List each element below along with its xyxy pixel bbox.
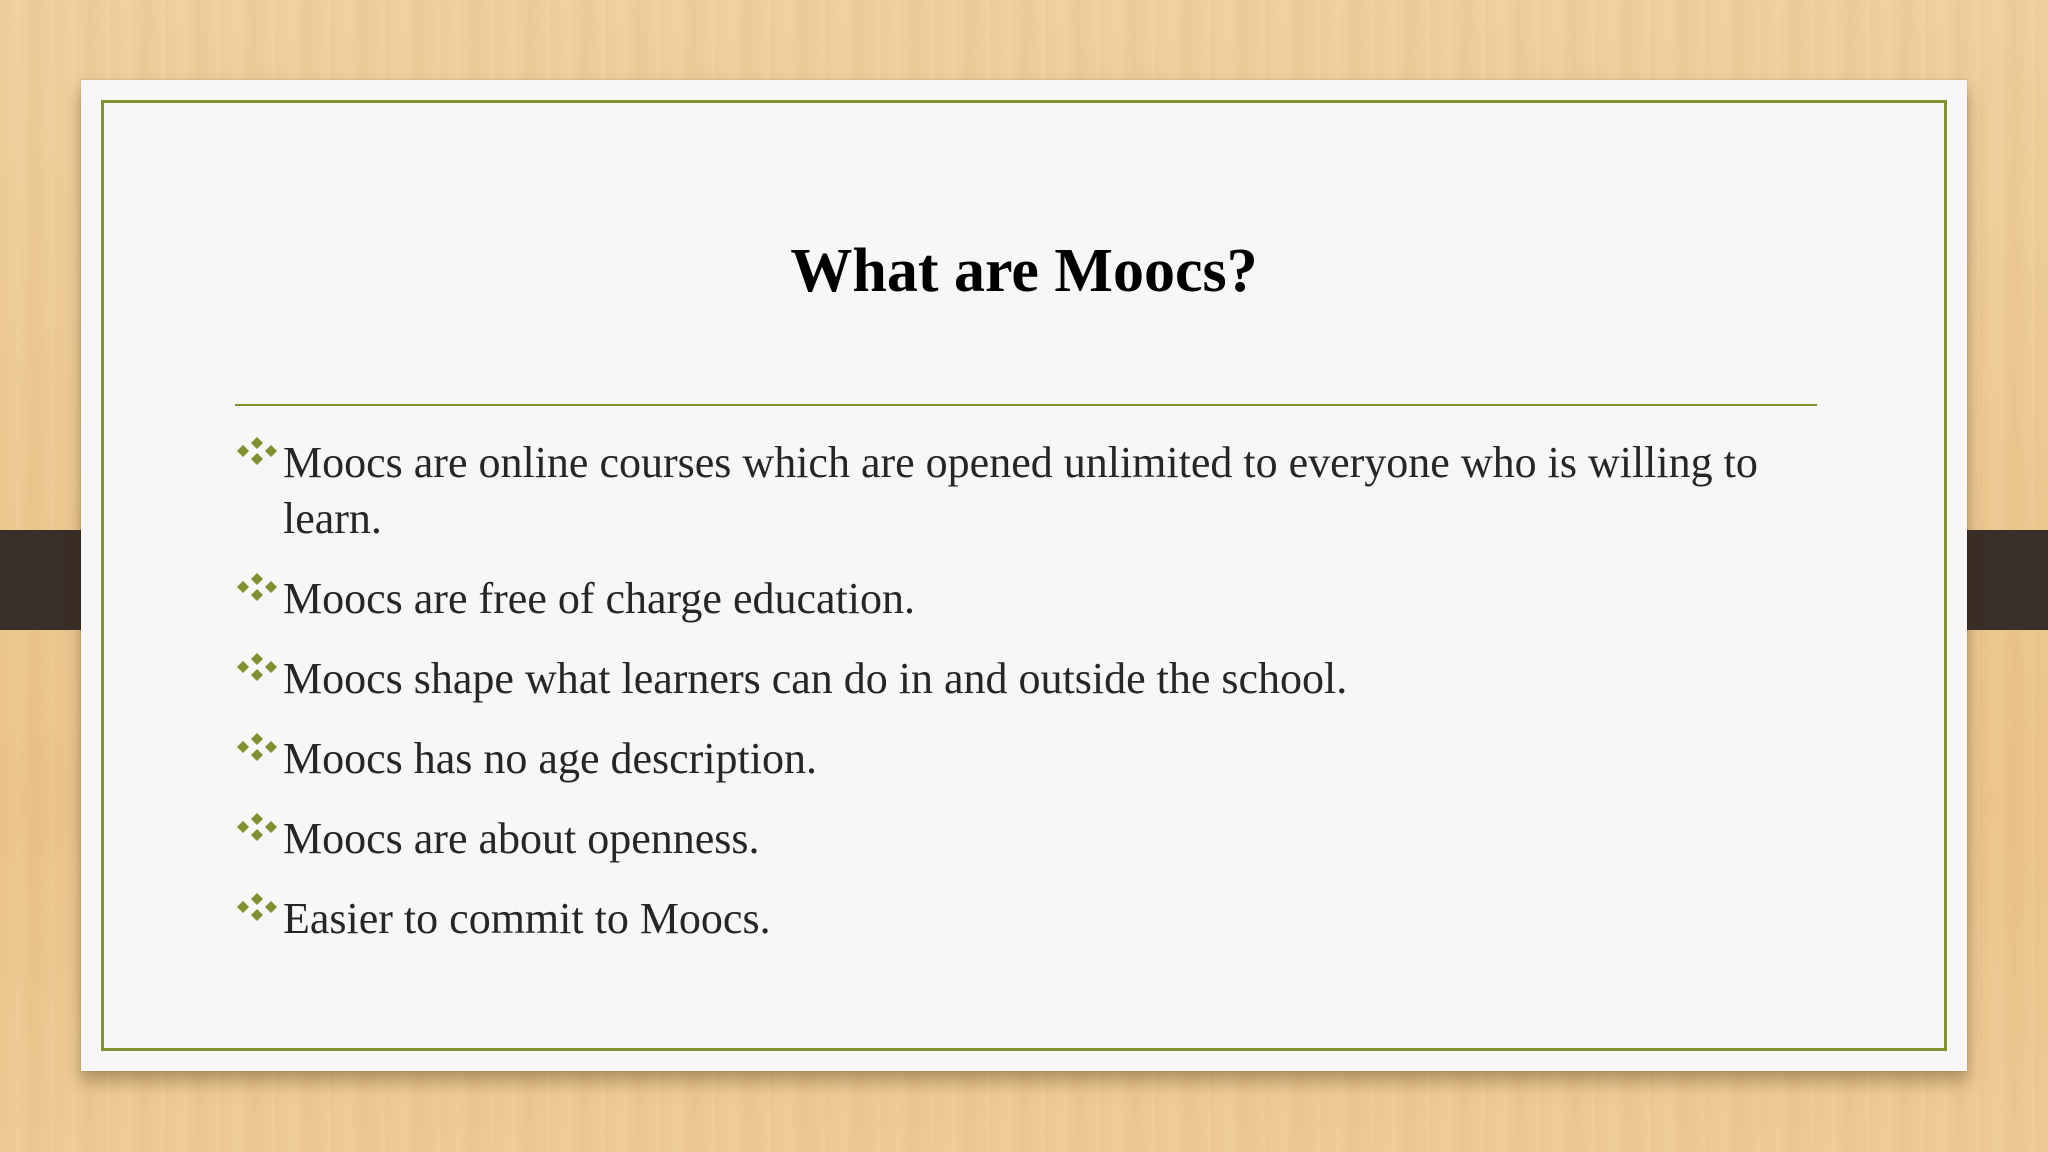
four-diamond-icon (235, 811, 279, 855)
four-diamond-icon (235, 891, 279, 935)
slide (81, 80, 1967, 1071)
four-diamond-icon (235, 731, 279, 775)
bullet-text: Moocs has no age description. (283, 734, 817, 783)
bullet-item (235, 571, 1815, 627)
slide-title: What are Moocs? (790, 237, 1258, 305)
bullet-item (235, 435, 1815, 547)
four-diamond-icon (235, 651, 279, 695)
bullet-item (235, 651, 1815, 707)
bullet-item (235, 891, 1815, 947)
bullet-text: Moocs are free of charge education. (283, 574, 915, 623)
bullet-list (235, 435, 1815, 971)
bullet-text: Moocs shape what learners can do in and outside the school. (283, 654, 1348, 703)
bullet-item (235, 731, 1815, 787)
bullet-item (235, 811, 1815, 867)
four-diamond-icon (235, 435, 279, 479)
title-divider (235, 404, 1817, 406)
bullet-text: Moocs are online courses which are opened unlimited to everyone who is willing to learn. (283, 438, 1758, 543)
four-diamond-icon (235, 571, 279, 615)
bullet-text: Moocs are about openness. (283, 814, 760, 863)
bullet-text: Easier to commit to Moocs. (283, 894, 771, 943)
